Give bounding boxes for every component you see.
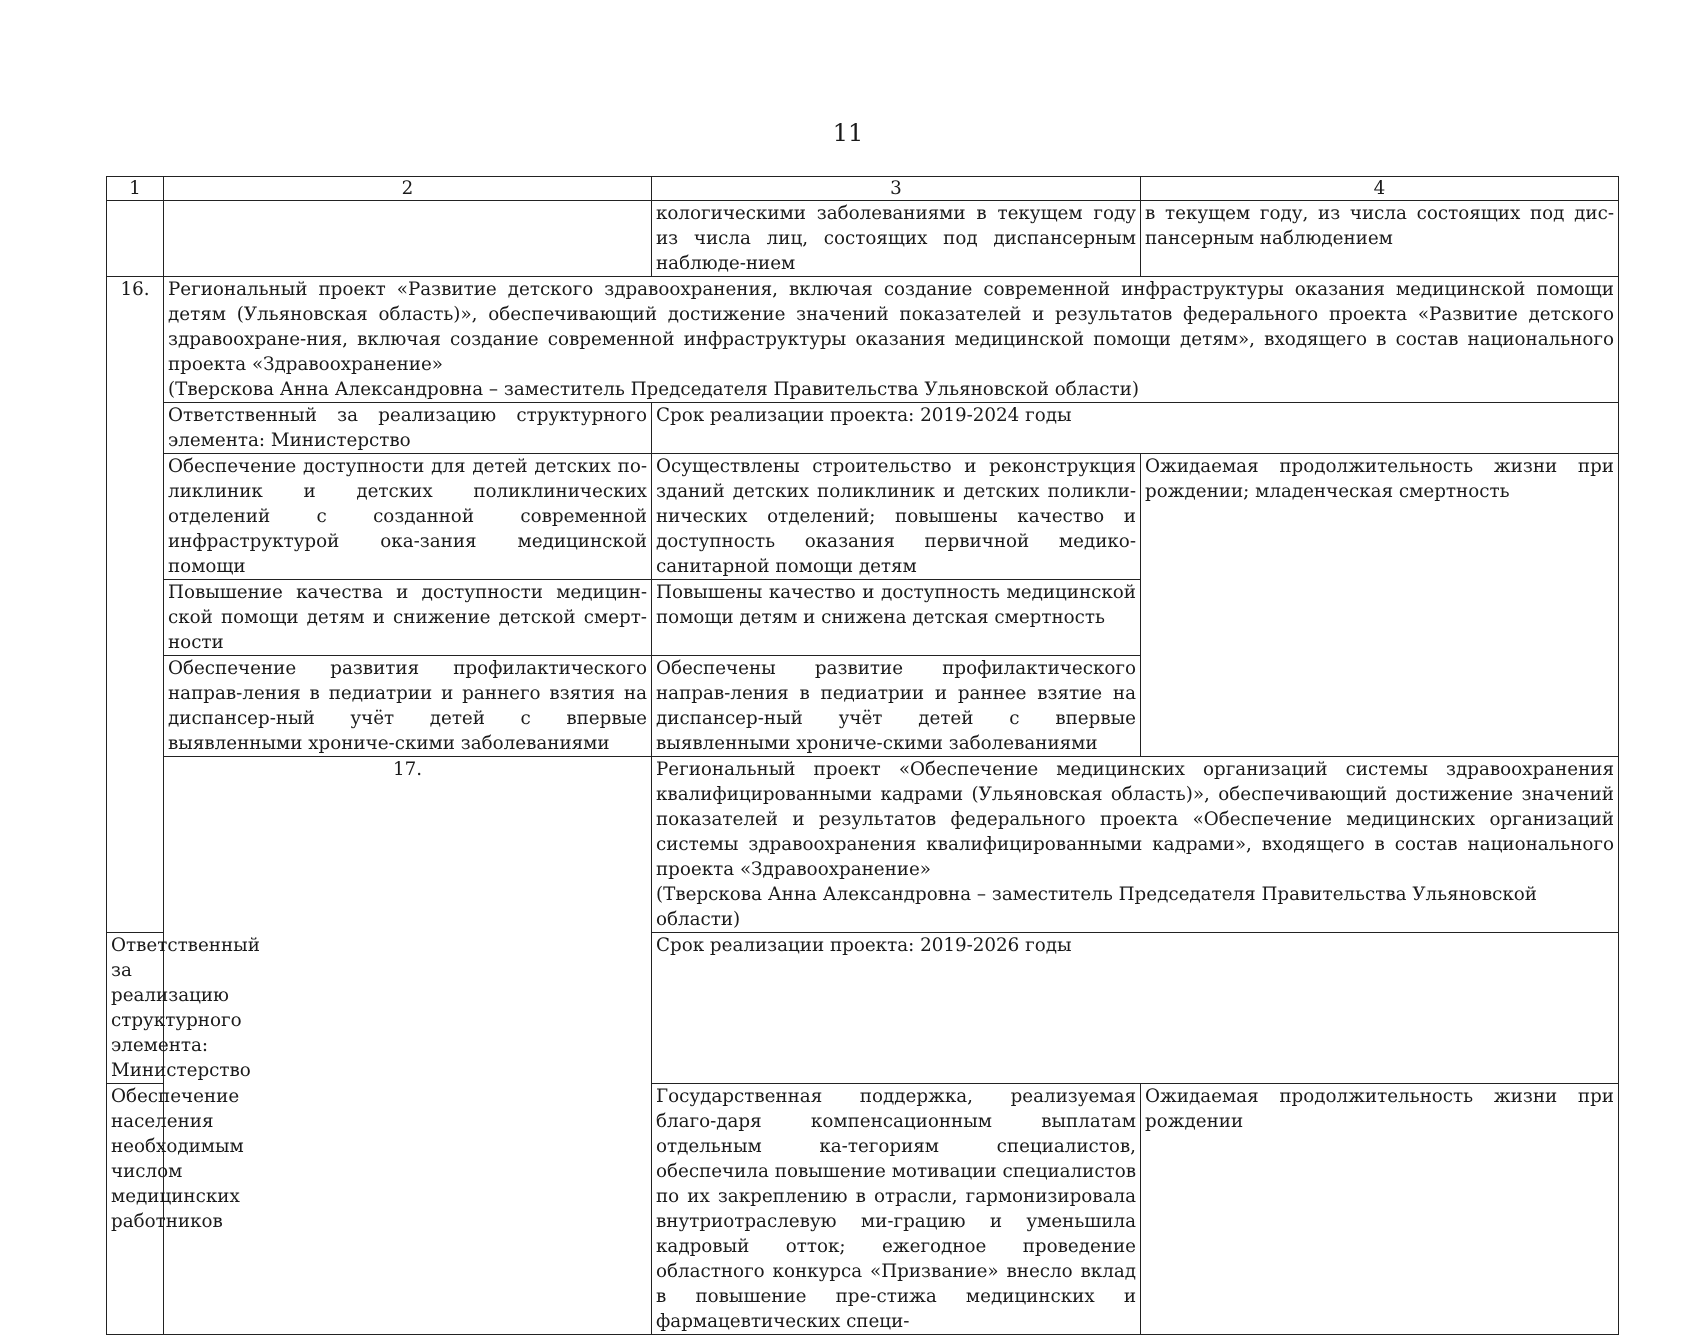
continuation-indicator: в текущем году, из числа состоящих под дис-пансерным наблюдением <box>1141 201 1619 277</box>
continuation-row <box>107 201 1619 277</box>
section-16-curator: (Тверскова Анна Александровна – заместитель Председателя Правительства Ульяновской области) <box>168 379 1139 400</box>
section-16-result-2: Повышены качество и доступность медицинской помощи детям и снижена детская смертность <box>652 580 1141 656</box>
continuation-task-cell <box>164 201 652 277</box>
section-17-indicator: Ожидаемая продолжительность жизни при рождении <box>1141 1084 1619 1335</box>
section-16-period: Срок реализации проекта: 2019-2024 годы <box>652 403 1619 454</box>
section-17-result: Государственная поддержка, реализуемая благо-даря компенсационным выплатам отдельным ка-тегориям специалистов, обеспечила повышение мотивации специалистов по их закреплению в отрасли, гармонизировала внутриотраслевую ми-грацию и уменьшила кадровый отток; ежегодное проведение областного конкурса «Призвание» внесло вклад в повышение пре-стижа медицинских и фармацевтических специ- <box>652 1084 1141 1335</box>
section-17-curator: (Тверскова Анна Александровна – заместитель Председателя Правительства Ульяновской области) <box>656 884 1537 930</box>
section-17-title-row <box>107 757 1619 933</box>
section-16-number: 16. <box>107 277 164 933</box>
header-col-2: 2 <box>164 177 652 201</box>
section-16-title-cell <box>164 277 1619 403</box>
section-17-period: Срок реализации проекта: 2019-2026 годы <box>652 933 1619 1084</box>
section-17-task: Обеспечение населения необходимым числом медицинских работников <box>107 1084 164 1335</box>
header-col-1: 1 <box>107 177 164 201</box>
section-17-responsible: Ответственный за реализацию структурного элемента: Министерство <box>107 933 164 1084</box>
section-17-title-cell <box>652 757 1619 933</box>
section-16-title-row <box>107 277 1619 403</box>
table-header-row <box>107 177 1619 201</box>
section-16-task-1: Обеспечение доступности для детей детских по-ликлиник и детских поликлинических отделений с созданной современной инфраструктурой ока-зания медицинской помощи <box>164 454 652 580</box>
section-16-result-1: Осуществлены строительство и реконструкция зданий детских поликлиник и детских поликли-нических отделений; повышены качество и доступность оказания первичной медико-санитарной помощи детям <box>652 454 1141 580</box>
section-16-title: Региональный проект «Развитие детского здравоохранения, включая создание современной инфраструктуры оказания медицинской помощи детям (Ульяновская область)», обеспечивающий достижение значений показателей и результатов федерального проекта «Развитие детского здравоохране-ния, включая создание современной инфраструктуры оказания медицинской помощи детям», входящего в состав национального проекта «Здравоохранение» <box>168 279 1614 375</box>
section-16-responsible-row <box>107 403 1619 454</box>
plan-table <box>106 176 1619 1335</box>
section-17-title: Региональный проект «Обеспечение медицинских организаций системы здравоохранения квалифицированными кадрами (Ульяновская область)», обеспечивающий достижение значений показателей и результатов федерального проекта «Обеспечение медицинских организаций системы здравоохранения квалифицированными кадрами», входящего в состав национального проекта «Здравоохранение» <box>656 759 1614 880</box>
section-16-task-3: Обеспечение развития профилактического направ-ления в педиатрии и раннего взятия на диспансер-ный учёт детей с впервые выявленными хрониче-скими заболеваниями <box>164 656 652 757</box>
section-16-task-row <box>107 454 1619 580</box>
section-16-indicators: Ожидаемая продолжительность жизни при рождении; младенческая смертность <box>1141 454 1619 757</box>
continuation-result: кологическими заболеваниями в текущем году из числа лиц, состоящих под диспансерным наблюде-нием <box>652 201 1141 277</box>
header-col-4: 4 <box>1141 177 1619 201</box>
page-number: 11 <box>832 119 864 147</box>
section-16-result-3: Обеспечены развитие профилактического направ-ления в педиатрии и раннее взятие на диспансер-ный учёт детей с впервые выявленными хрониче-скими заболеваниями <box>652 656 1141 757</box>
continuation-num-cell <box>107 201 164 277</box>
section-16-task-2: Повышение качества и доступности медицин-ской помощи детям и снижение детской смерт-ности <box>164 580 652 656</box>
section-16-responsible: Ответственный за реализацию структурного элемента: Министерство <box>164 403 652 454</box>
section-17-number: 17. <box>164 757 652 1335</box>
header-col-3: 3 <box>652 177 1141 201</box>
